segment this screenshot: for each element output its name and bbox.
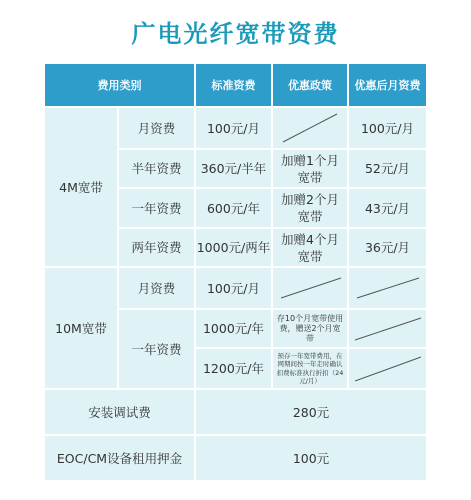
plan-10m-standard-oneyear-option2: 1200元/年 [196,349,271,388]
deposit-label: EOC/CM设备租用押金 [45,436,194,480]
plan-4m-term-oneyear: 一年资费 [119,189,194,227]
plan-4m-term-monthly: 月资费 [119,108,194,148]
plan-10m-promo-oneyear-option1: 存10个月宽带使用费，赠送2个月宽带 [273,310,347,347]
plan-4m-after-twoyear: 36元/月 [349,229,426,266]
plan-4m-standard-oneyear: 600元/年 [196,189,271,227]
plan-4m-promo-monthly-empty [273,108,347,148]
diagonal-slash-icon [349,349,426,388]
diagonal-slash-icon [349,310,426,347]
header-standard-fee: 标准资费 [196,64,271,106]
install-fee-label: 安装调试费 [45,390,194,434]
page-title: 广电光纤宽带资费 [131,20,340,48]
plan-10m-term-oneyear: 一年资费 [119,310,194,388]
plan-10m-label: 10M宽带 [45,268,117,388]
diagonal-slash-icon [273,108,347,148]
plan-4m-promo-halfyear: 加赠1个月宽带 [273,150,347,187]
plan-4m-term-halfyear: 半年资费 [119,150,194,187]
diagonal-slash-icon [273,268,347,308]
plan-10m-after-oneyear-option1-empty [349,310,426,347]
header-fee-category: 费用类别 [45,64,194,106]
header-promotion: 优惠政策 [273,64,347,106]
plan-4m-label: 4M宽带 [45,108,117,266]
plan-4m-after-monthly: 100元/月 [349,108,426,148]
deposit-value: 100元 [196,436,426,480]
plan-4m-standard-monthly: 100元/月 [196,108,271,148]
plan-4m-after-oneyear: 43元/月 [349,189,426,227]
plan-4m-term-twoyear: 两年资费 [119,229,194,266]
plan-10m-promo-oneyear-option2: 预存一年宽带费用，在网期间按一年走时确认扣费标准执行折扣（24元/月） [273,349,347,388]
plan-10m-term-monthly: 月资费 [119,268,194,308]
install-fee-value: 280元 [196,390,426,434]
header-promo-monthly-fee: 优惠后月资费 [349,64,426,106]
plan-10m-standard-monthly: 100元/月 [196,268,271,308]
diagonal-slash-icon [349,268,426,308]
plan-4m-after-halfyear: 52元/月 [349,150,426,187]
plan-4m-promo-oneyear: 加赠2个月宽带 [273,189,347,227]
plan-10m-after-oneyear-option2-empty [349,349,426,388]
plan-4m-standard-twoyear: 1000元/两年 [196,229,271,266]
plan-4m-promo-twoyear: 加赠4个月宽带 [273,229,347,266]
plan-10m-promo-monthly-empty [273,268,347,308]
plan-10m-after-monthly-empty [349,268,426,308]
plan-10m-standard-oneyear-option1: 1000元/年 [196,310,271,347]
plan-4m-standard-halfyear: 360元/半年 [196,150,271,187]
